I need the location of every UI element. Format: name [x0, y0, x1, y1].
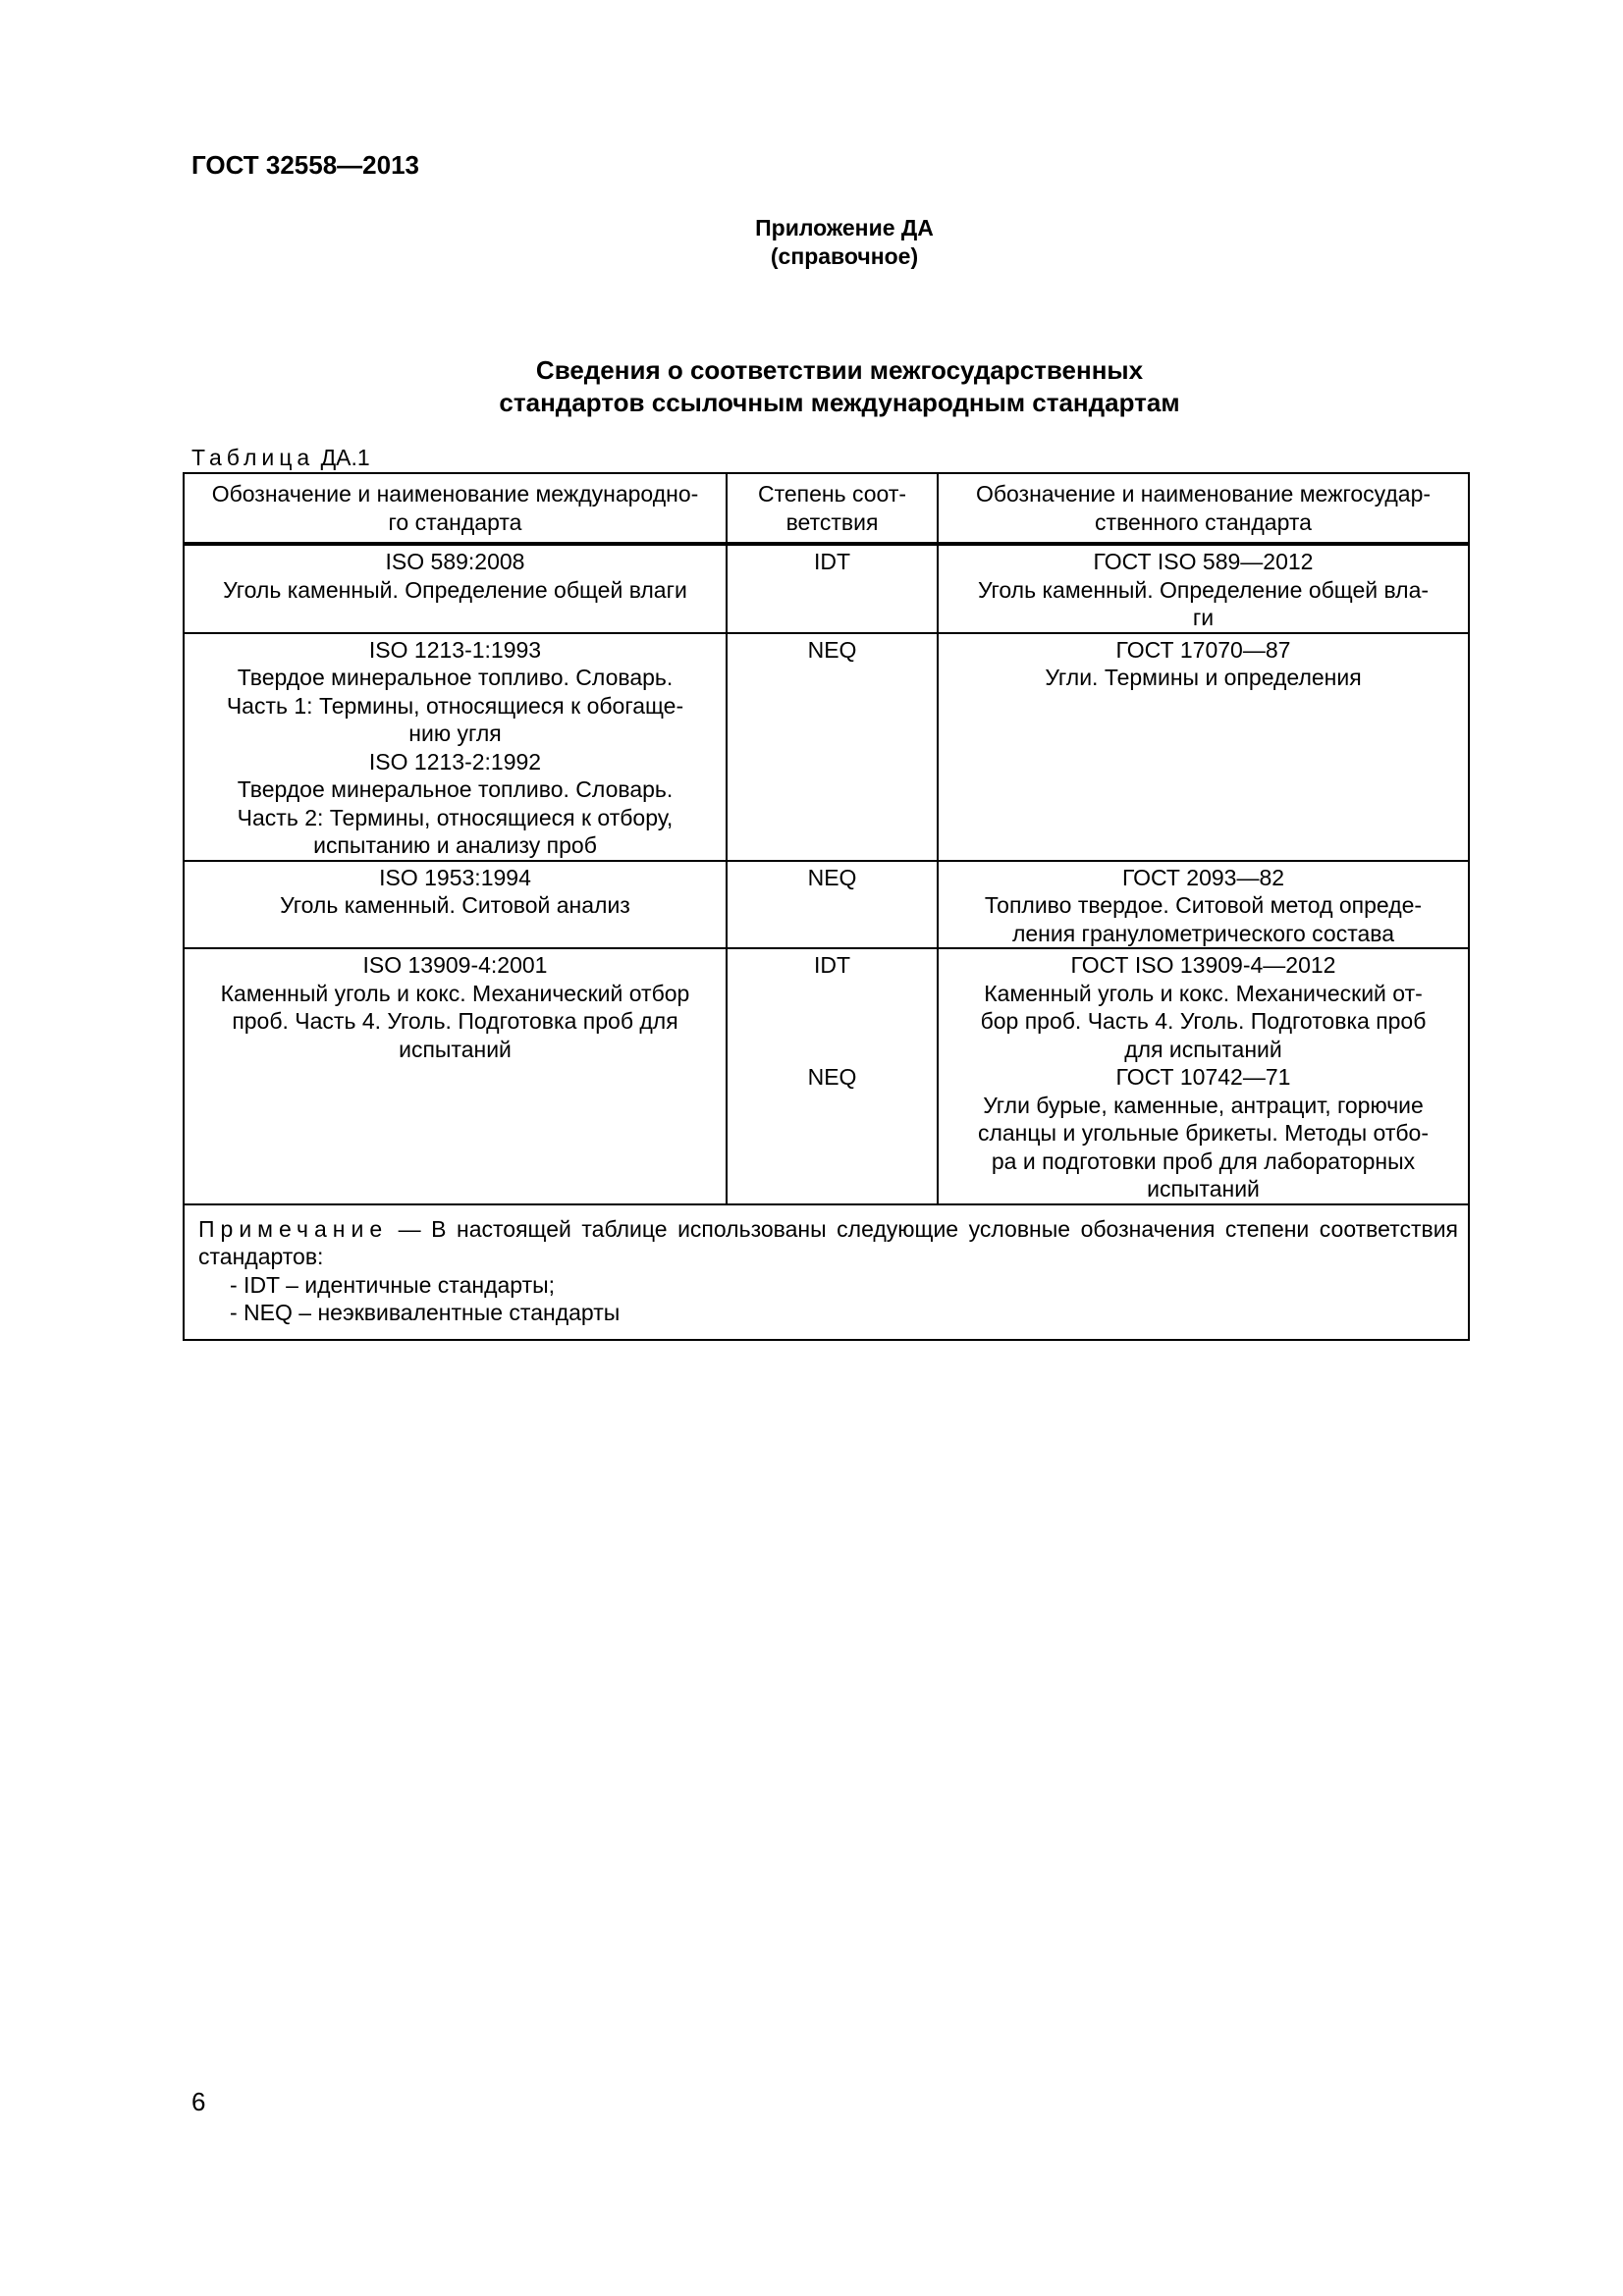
cell-degree — [727, 861, 938, 949]
cell-line: испытаний — [1147, 1176, 1260, 1201]
cell-line: ственного стандарта — [1095, 508, 1312, 535]
cell-line: ги — [1192, 605, 1215, 630]
cell-line: Угли. Термины и определения — [1045, 665, 1362, 690]
cell-line: испытаний — [399, 1036, 512, 1062]
note-text — [198, 1215, 1458, 1271]
cell-line: испытанию и анализу проб — [313, 832, 597, 858]
correspondence-table — [183, 472, 1470, 1341]
note-caption: Примечание — [198, 1215, 389, 1242]
document-code: ГОСТ 32558—2013 — [191, 150, 419, 180]
cell-line: го стандарта — [388, 508, 522, 535]
cell-interstate-standard — [938, 861, 1469, 949]
cell-line: ISO 1213-1:1993 — [368, 636, 542, 663]
appendix-heading — [648, 214, 1041, 271]
appendix-name: Приложение ДА — [755, 215, 934, 240]
cell-line: ГОСТ ISO 13909-4—2012 — [1070, 952, 1336, 978]
header-international-standard — [184, 473, 727, 544]
section-title — [353, 354, 1325, 419]
cell-line: Часть 2: Термины, относящиеся к отбору, — [237, 804, 674, 830]
cell-line: IDT — [813, 952, 851, 978]
cell-line: Топливо твердое. Ситовой метод опреде- — [984, 892, 1423, 918]
cell-line: NEQ — [807, 1064, 857, 1090]
cell-line: Твердое минеральное топливо. Словарь. — [237, 776, 674, 802]
cell-line: ГОСТ ISO 589—2012 — [1093, 549, 1314, 574]
cell-line: Угли бурые, каменные, антрацит, горючие — [983, 1092, 1424, 1118]
cell-line: нию угля — [408, 721, 502, 746]
page-number: 6 — [191, 2087, 206, 2116]
cell-line: Уголь каменный. Определение общей влаги — [223, 576, 687, 603]
cell-line: ISO 589:2008 — [385, 549, 525, 574]
table-label-word: Таблица — [191, 445, 315, 470]
table-note-row — [184, 1204, 1469, 1340]
note-item: - NEQ – неэквивалентные стандарты — [230, 1300, 621, 1325]
cell-line: ISO 13909-4:2001 — [362, 952, 548, 978]
cell-line: ветствия — [785, 508, 879, 535]
cell-spacer — [737, 980, 927, 1008]
cell-line: NEQ — [807, 864, 857, 890]
cell-interstate-standard — [938, 544, 1469, 633]
cell-line: для испытаний — [1124, 1036, 1282, 1062]
cell-spacer — [737, 1007, 927, 1036]
cell-degree — [727, 948, 938, 1204]
cell-line: Каменный уголь и кокс. Механический от- — [984, 980, 1423, 1006]
note-body: — В настоящей таблице использованы следующие условные обозначения степени соответствия стандартов: — [198, 1215, 1458, 1269]
cell-international-standard — [184, 544, 727, 633]
table-header-row — [184, 473, 1469, 544]
table-label-number: ДА.1 — [320, 445, 370, 470]
table-row — [184, 544, 1469, 633]
table-label — [191, 445, 370, 471]
cell-international-standard — [184, 861, 727, 949]
cell-line: Уголь каменный. Ситовой анализ — [280, 892, 630, 918]
cell-line: NEQ — [807, 636, 857, 663]
section-title-line: Сведения о соответствии межгосударственных — [535, 355, 1144, 385]
cell-line: Твердое минеральное топливо. Словарь. — [237, 665, 674, 690]
cell-line: Обозначение и наименование международно- — [211, 481, 699, 507]
note-item: - IDT – идентичные стандарты; — [230, 1271, 556, 1298]
cell-line: ISO 1213-2:1992 — [368, 748, 542, 774]
table-row — [184, 633, 1469, 861]
cell-line: Степень соот- — [757, 481, 907, 507]
cell-spacer — [737, 1036, 927, 1064]
table-row — [184, 861, 1469, 949]
cell-line: ГОСТ 10742—71 — [1115, 1064, 1291, 1090]
cell-line: Часть 1: Термины, относящиеся к обогаще- — [226, 692, 684, 719]
appendix-status: (справочное) — [770, 243, 919, 269]
cell-degree — [727, 544, 938, 633]
cell-line: ГОСТ 2093—82 — [1121, 864, 1285, 890]
header-degree-of-correspondence — [727, 473, 938, 544]
cell-interstate-standard — [938, 633, 1469, 861]
cell-line: проб. Часть 4. Уголь. Подготовка проб для — [232, 1008, 678, 1034]
cell-line: ления гранулометрического состава — [1011, 920, 1395, 946]
cell-degree — [727, 633, 938, 861]
table-note — [184, 1204, 1469, 1340]
cell-line: Обозначение и наименование межгосудар- — [975, 481, 1432, 507]
cell-line: бор проб. Часть 4. Уголь. Подготовка проб — [980, 1008, 1427, 1034]
cell-line: ра и подготовки проб для лабораторных — [991, 1148, 1416, 1174]
table-row — [184, 948, 1469, 1204]
cell-line: Уголь каменный. Определение общей вла- — [977, 576, 1430, 603]
header-interstate-standard — [938, 473, 1469, 544]
cell-interstate-standard — [938, 948, 1469, 1204]
cell-line: ISO 1953:1994 — [379, 864, 531, 890]
cell-line: Каменный уголь и кокс. Механический отбор — [220, 980, 690, 1006]
cell-line: IDT — [813, 549, 851, 574]
cell-line: ГОСТ 17070—87 — [1115, 636, 1291, 663]
cell-international-standard — [184, 633, 727, 861]
cell-line: сланцы и угольные брикеты. Методы отбо- — [977, 1120, 1430, 1146]
section-title-line: стандартов ссылочным международным стандартам — [499, 388, 1180, 417]
cell-international-standard — [184, 948, 727, 1204]
